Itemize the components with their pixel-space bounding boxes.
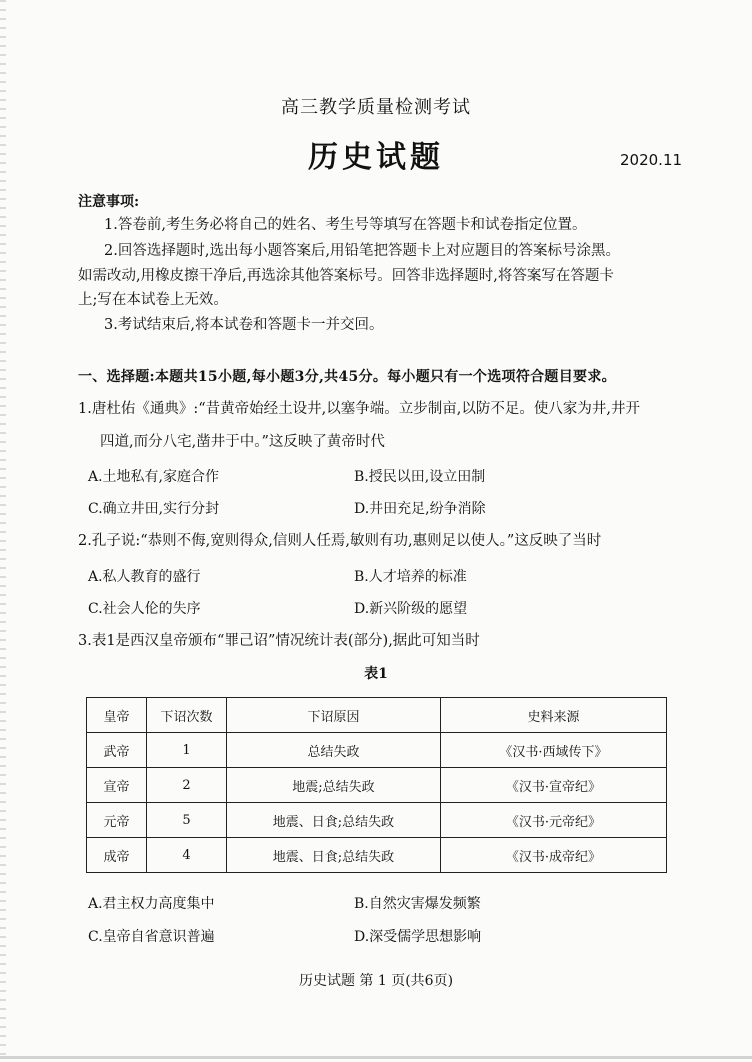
data-table <box>86 697 667 873</box>
table-header-cell: 史料来源 <box>441 698 667 733</box>
table-cell: 武帝 <box>87 733 147 768</box>
q1-option-a: A.土地私有,家庭合作 <box>88 469 220 485</box>
q3-option-d: D.深受儒学思想影响 <box>354 929 482 945</box>
table-cell: 4 <box>147 838 227 873</box>
table-cell: 宣帝 <box>87 768 147 803</box>
table-row <box>87 838 667 873</box>
page-footer: 历史试题 第 1 页(共6页) <box>298 973 454 989</box>
q2-option-c: C.社会人伦的失序 <box>88 601 201 617</box>
q2-option-d: D.新兴阶级的愿望 <box>354 601 468 617</box>
table-cell: 《汉书·西域传下》 <box>441 733 667 768</box>
notice-item-2-cont: 如需改动,用橡皮擦干净后,再选涂其他答案标号。回答非选择题时,将答案写在答题卡 <box>78 268 614 284</box>
table-cell: 总结失政 <box>227 733 441 768</box>
exam-subtitle: 高三教学质量检测考试 <box>281 97 471 118</box>
table-header-row <box>87 698 667 733</box>
q3-stem: 3.表1是西汉皇帝颁布“罪己诏”情况统计表(部分),据此可知当时 <box>78 633 480 649</box>
table-cell: 《汉书·元帝纪》 <box>441 803 667 838</box>
notice-heading: 注意事项: <box>78 194 140 210</box>
table-cell: 5 <box>147 803 227 838</box>
q1-stem-cont: 四道,而分八宅,凿井于中。”这反映了黄帝时代 <box>100 434 385 450</box>
q3-option-c: C.皇帝自省意识普遍 <box>88 929 215 945</box>
q1-option-c: C.确立井田,实行分封 <box>88 501 220 517</box>
table-header-cell: 皇帝 <box>87 698 147 733</box>
q2-option-a: A.私人教育的盛行 <box>88 569 201 585</box>
table-cell: 《汉书·宣帝纪》 <box>441 768 667 803</box>
notice-item-1: 1.答卷前,考生务必将自己的姓名、考生号等填写在答题卡和试卷指定位置。 <box>104 217 587 233</box>
table-cell: 1 <box>147 733 227 768</box>
table-caption: 表1 <box>364 666 388 682</box>
q3-option-a: A.君主权力高度集中 <box>88 896 215 912</box>
q1-stem: 1.唐杜佑《通典》:“昔黄帝始经土设井,以塞争端。立步制亩,以防不足。使八家为井,井开 <box>78 401 640 417</box>
table-row <box>87 768 667 803</box>
q1-option-d: D.井田充足,纷争消除 <box>354 501 486 517</box>
q3-option-b: B.自然灾害爆发频繁 <box>354 896 481 912</box>
table-header-cell: 下诏原因 <box>227 698 441 733</box>
table-row <box>87 803 667 838</box>
exam-date: 2020.11 <box>620 151 683 169</box>
table-cell: 成帝 <box>87 838 147 873</box>
table-cell: 地震、日食;总结失政 <box>227 838 441 873</box>
table-cell: 地震、日食;总结失政 <box>227 803 441 838</box>
q1-option-b: B.授民以田,设立田制 <box>354 469 486 485</box>
q2-option-b: B.人才培养的标准 <box>354 569 467 585</box>
notice-item-3: 3.考试结束后,将本试卷和答题卡一并交回。 <box>104 317 384 333</box>
scan-bottom-edge <box>0 1056 752 1059</box>
notice-item-2: 2.回答选择题时,选出每小题答案后,用铅笔把答题卡上对应题目的答案标号涂黑。 <box>104 243 621 259</box>
notice-item-2-cont2: 上;写在本试卷上无效。 <box>78 292 228 308</box>
table-header-cell: 下诏次数 <box>147 698 227 733</box>
table-cell: 元帝 <box>87 803 147 838</box>
table-cell: 《汉书·成帝纪》 <box>441 838 667 873</box>
table-row <box>87 733 667 768</box>
section-heading: 一、选择题:本题共15小题,每小题3分,共45分。每小题只有一个选项符合题目要求。 <box>78 369 616 385</box>
exam-title: 历史试题 <box>308 140 444 175</box>
q2-stem: 2.孔子说:“恭则不侮,宽则得众,信则人任焉,敏则有功,惠则足以使人。”这反映了当时 <box>78 533 602 549</box>
table-cell: 地震;总结失政 <box>227 768 441 803</box>
table-cell: 2 <box>147 768 227 803</box>
